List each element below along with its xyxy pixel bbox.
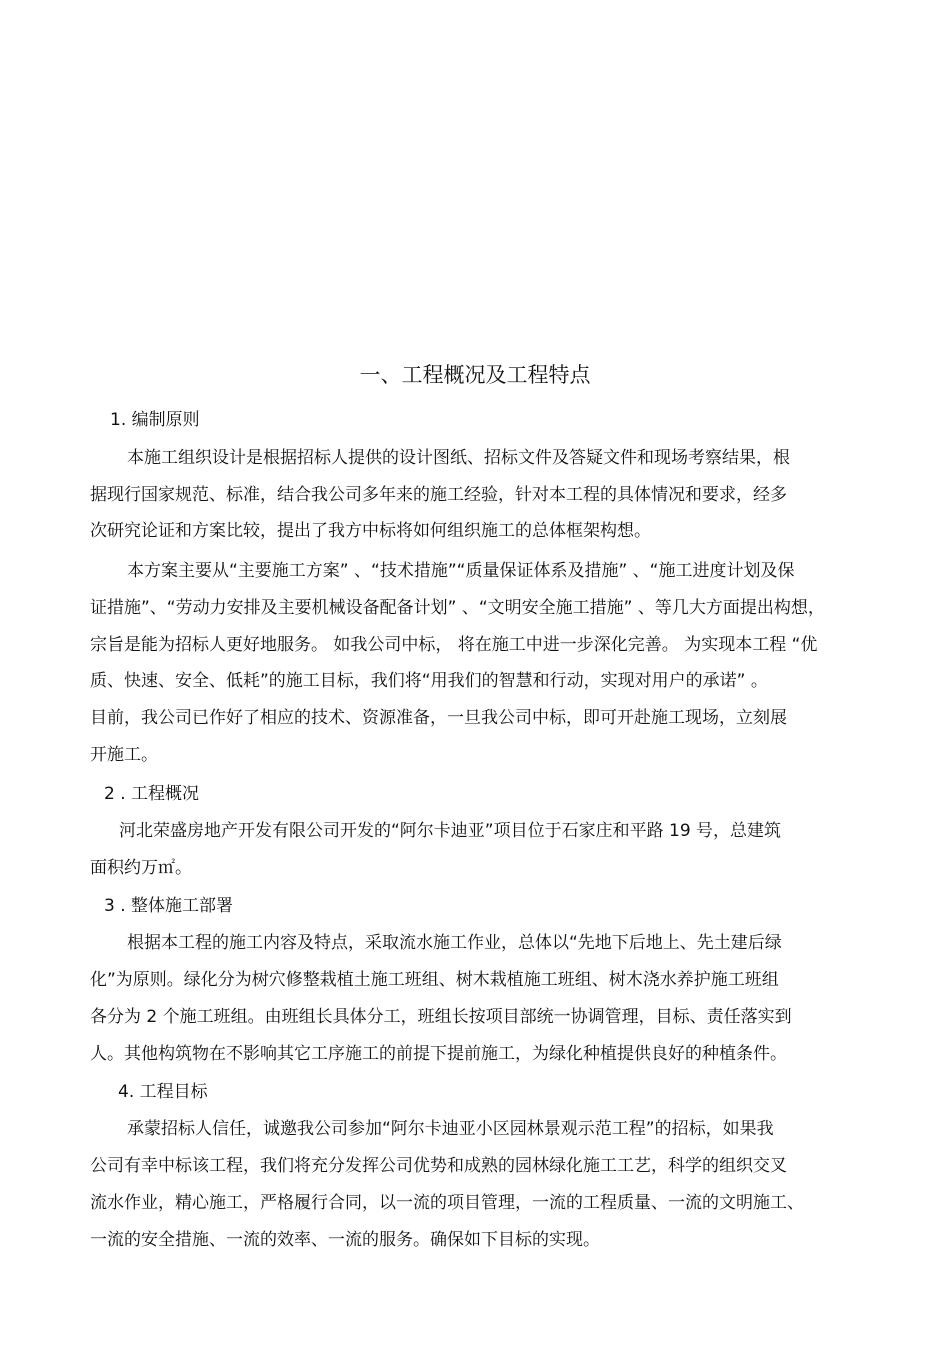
paragraph-line: 根据本工程的施工内容及特点，采取流水施工作业，总体以“先地下后地上、先土建后绿 xyxy=(127,933,782,953)
paragraph-line: 目前，我公司已作好了相应的技术、资源准备，一旦我公司中标，即可开赴施工现场，立刻展 xyxy=(90,708,787,728)
paragraph-line: 次研究论证和方案比较，提出了我方中标将如何组织施工的总体框架构想。 xyxy=(90,521,651,541)
paragraph-line: 化”为原则。绿化分为树穴修整栽植土施工班组、树木栽植施工班组、树木浇水养护施工班组 xyxy=(90,970,779,990)
paragraph-line: 证措施”、“劳动力安排及主要机械设备配备计划” 、“文明安全施工措施” 、等几大方面提出构想， xyxy=(90,598,825,618)
paragraph-line: 宗旨是能为招标人更好地服务。 如我公司中标， 将在施工中进一步深化完善。 为实现本工程 “优 xyxy=(90,635,818,655)
paragraph-line: 承蒙招标人信任，诚邀我公司参加“阿尔卡迪亚小区园林景观示范工程”的招标，如果我 xyxy=(127,1119,774,1139)
paragraph-line: 本施工组织设计是根据招标人提供的设计图纸、招标文件及答疑文件和现场考察结果，根 xyxy=(127,448,790,468)
paragraph-line: 一流的安全措施、一流的效率、一流的服务。确保如下目标的实现。 xyxy=(90,1230,600,1250)
paragraph-line: 质、快速、安全、低耗”的施工目标，我们将“用我们的智慧和行动，实现对用户的承诺” 。 xyxy=(90,671,768,691)
paragraph-line: 开施工。 xyxy=(90,745,158,765)
paragraph-line: 本方案主要从“主要施工方案” 、“技术措施”“质量保证体系及措施” 、“施工进度计划及保 xyxy=(127,561,795,581)
paragraph-line: 公司有幸中标该工程，我们将充分发挥公司优势和成熟的园林绿化施工工艺，科学的组织交叉 xyxy=(90,1156,787,1176)
paragraph-line: 面积约万㎡。 xyxy=(90,858,192,878)
paragraph-line: 人。其他构筑物在不影响其它工序施工的前提下提前施工，为绿化种植提供良好的种植条件。 xyxy=(90,1044,787,1064)
paragraph-line: 据现行国家规范、标准，结合我公司多年来的施工经验，针对本工程的具体情况和要求，经多 xyxy=(90,485,787,505)
paragraph-line: 各分为 2 个施工班组。由班组长具体分工，班组长按项目部统一协调管理，目标、责任落实到 xyxy=(90,1007,792,1027)
paragraph-line: 河北荣盛房地产开发有限公司开发的“阿尔卡迪亚”项目位于石家庄和平路 19 号，总建筑 xyxy=(119,821,782,841)
heading-project-overview: 2 . 工程概况 xyxy=(104,784,200,804)
section-title: 一、工程概况及工程特点 xyxy=(359,363,591,387)
heading-overall-deployment: 3 . 整体施工部署 xyxy=(104,896,234,916)
paragraph-line: 流水作业，精心施工，严格履行合同，以一流的项目管理，一流的工程质量、一流的文明施工、 xyxy=(90,1193,804,1213)
heading-project-goals: 4. 工程目标 xyxy=(118,1082,208,1102)
heading-compilation-principles: 1. 编制原则 xyxy=(110,410,200,430)
